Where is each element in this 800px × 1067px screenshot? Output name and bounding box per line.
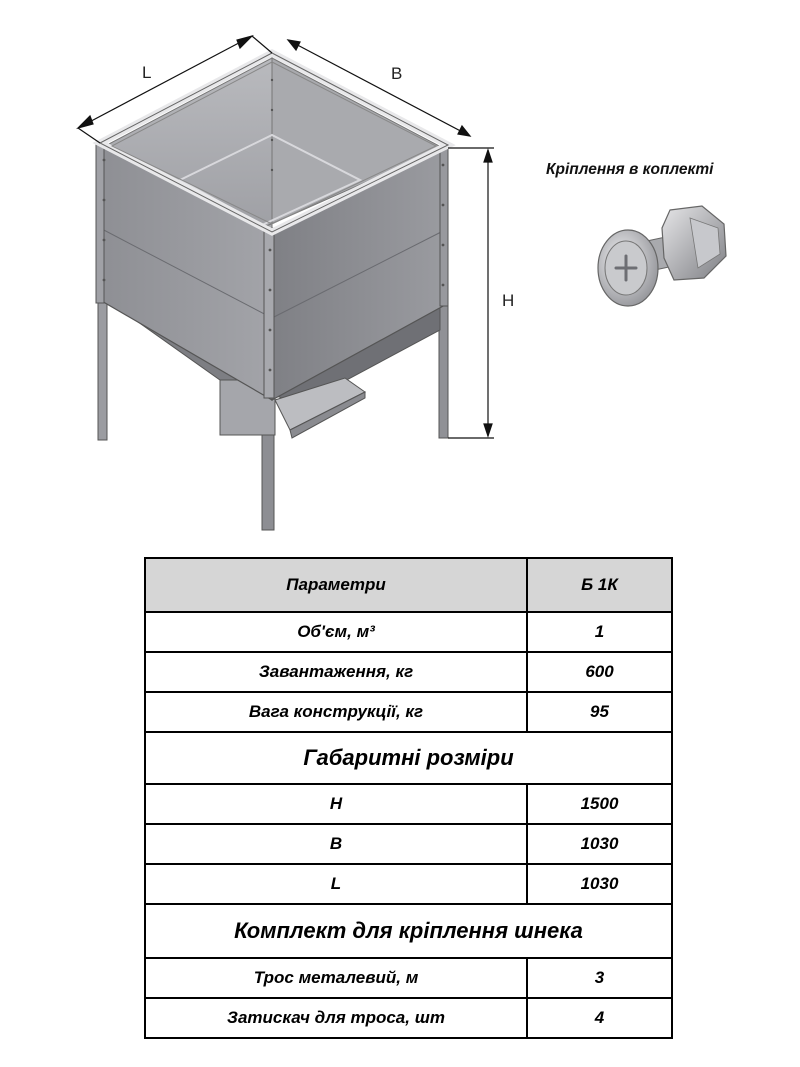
fasteners-caption: Кріплення в коплекті — [546, 161, 714, 178]
row-param: Вага конструкції, кг — [145, 692, 527, 732]
dimension-label-h: H — [502, 291, 515, 310]
table-row — [145, 998, 672, 1038]
row-value: 95 — [527, 692, 672, 732]
table-row — [145, 652, 672, 692]
table-row — [145, 692, 672, 732]
hopper-drawing — [0, 0, 520, 540]
table-row — [145, 958, 672, 998]
row-param: L — [145, 864, 527, 904]
section-row-dimensions — [145, 732, 672, 784]
row-param: Об'єм, м³ — [145, 612, 527, 652]
dimension-label-l: L — [142, 63, 152, 82]
row-value: 1500 — [527, 784, 672, 824]
row-value: 3 — [527, 958, 672, 998]
row-param: Трос металевий, м — [145, 958, 527, 998]
dimension-label-b: B — [391, 64, 403, 83]
row-param: H — [145, 784, 527, 824]
table-row — [145, 824, 672, 864]
header-model: Б 1К — [527, 558, 672, 612]
row-param: B — [145, 824, 527, 864]
row-param: Затискач для троса, шт — [145, 998, 527, 1038]
row-value: 600 — [527, 652, 672, 692]
row-value: 4 — [527, 998, 672, 1038]
section-title-dimensions: Габаритні розміри — [145, 732, 672, 784]
table-header-row — [145, 558, 672, 612]
header-param: Параметри — [145, 558, 527, 612]
bolt-illustration — [594, 198, 744, 328]
section-row-kit — [145, 904, 672, 958]
table-row — [145, 612, 672, 652]
leg-left — [98, 300, 107, 440]
table-row — [145, 784, 672, 824]
table-row — [145, 864, 672, 904]
row-value: 1 — [527, 612, 672, 652]
spec-table — [144, 557, 673, 1039]
row-value: 1030 — [527, 864, 672, 904]
row-value: 1030 — [527, 824, 672, 864]
row-param: Завантаження, кг — [145, 652, 527, 692]
section-title-kit: Комплект для кріплення шнека — [145, 904, 672, 958]
